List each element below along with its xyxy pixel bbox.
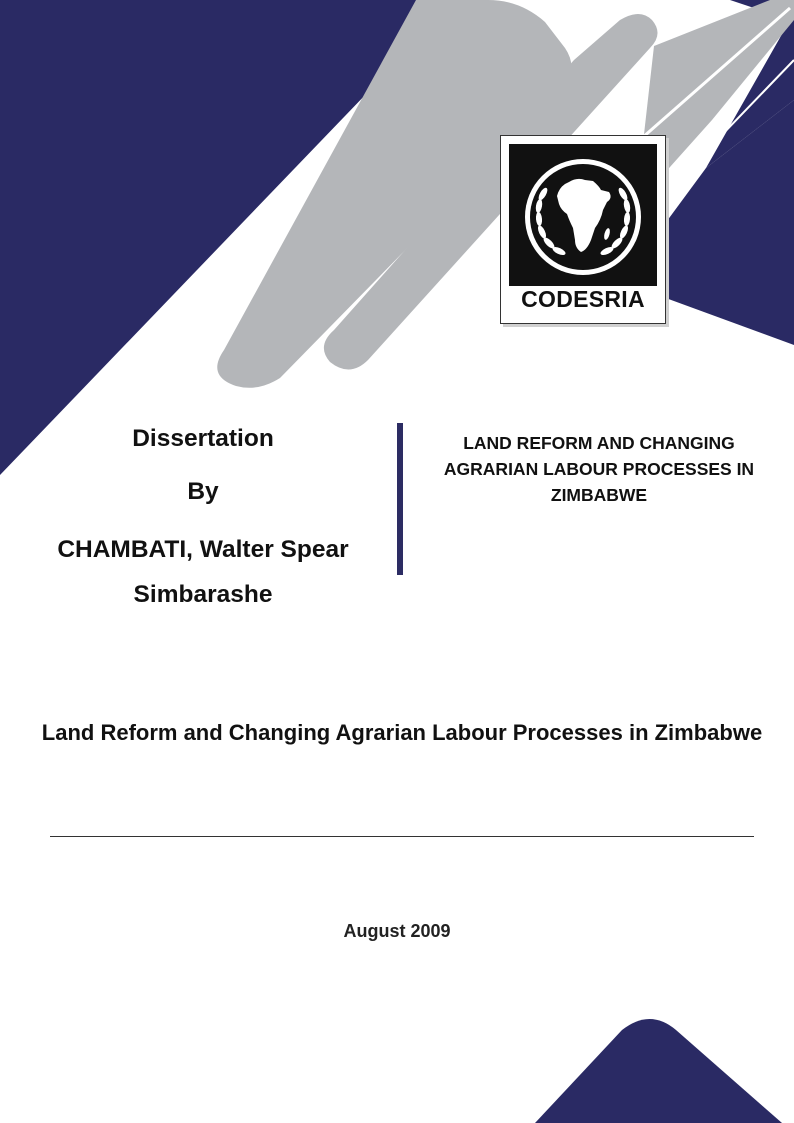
navy-bottom-triangle — [535, 1019, 782, 1123]
logo-wordmark: CODESRIA — [521, 286, 645, 312]
codesria-logo — [500, 135, 666, 324]
author-name: CHAMBATI, Walter Spear Simbarashe — [57, 536, 349, 608]
vertical-divider — [397, 423, 403, 575]
africa-laurel-emblem-icon — [509, 144, 657, 286]
by-label: By — [187, 478, 219, 505]
main-title: Land Reform and Changing Agrarian Labour Processes in Zimbabwe — [41, 720, 763, 745]
document-type: Dissertation — [132, 425, 274, 452]
horizontal-rule — [50, 836, 754, 837]
side-title: LAND REFORM AND CHANGING AGRARIAN LABOUR PROCESSES IN ZIMBABWE — [443, 433, 755, 505]
publication-date: August 2009 — [343, 921, 451, 941]
